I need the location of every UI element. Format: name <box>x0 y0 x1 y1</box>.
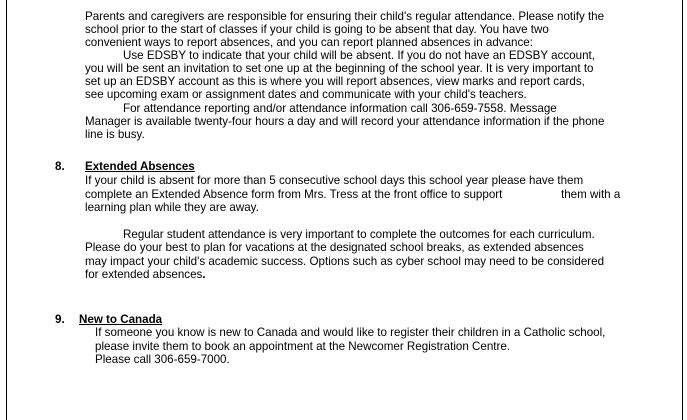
text-line: may impact your child's academic success. Options such as cyber school may need to be considered <box>85 255 605 268</box>
text-line: Parents and caregivers are responsible for ensuring their child's regular attendance. Please notify the <box>85 10 605 23</box>
section-number: 9. <box>55 313 65 326</box>
text-line: you will be sent an invitation to set one up at the beginning of the school year. It is very important to <box>85 62 594 75</box>
text-line: Use EDSBY to indicate that your child will be absent. If you do not have an EDSBY account, <box>123 49 595 62</box>
text-line: For attendance reporting and/or attendance information call 306-659-7558. Message <box>123 102 557 115</box>
section-heading: New to Canada <box>79 313 163 326</box>
text-fragment: . <box>202 268 206 281</box>
text-line: school prior to the start of classes if your child is going to be absent that day. You have two <box>85 23 549 36</box>
section-heading: Extended Absences <box>85 160 195 173</box>
section-number: 8. <box>55 160 65 173</box>
text-fragment: for extended absences <box>85 268 203 281</box>
text-line: line is busy. <box>85 128 145 141</box>
text-line: set up an EDSBY account as this is where you will report absences, view marks and report cards, <box>85 75 585 88</box>
text-line: convenient ways to report absences, and you can report planned absences in advance: <box>85 36 533 49</box>
text-line <box>85 269 206 281</box>
text-line: complete an Extended Absence form from Mrs. Tress at the front office to support <box>85 188 503 201</box>
text-line: see upcoming exam or assignment dates and communicate with your child's teachers. <box>85 88 527 101</box>
text-line: learning plan while they are away. <box>85 201 259 214</box>
text-line: Manager is available twenty-four hours a day and will record your attendance information if the phone <box>85 115 605 128</box>
text-line: Please do your best to plan for vacations at the designated school breaks, as extended absences <box>85 241 584 254</box>
text-line: If someone you know is new to Canada and would like to register their children in a Catholic school, <box>95 326 606 339</box>
text-line: If your child is absent for more than 5 consecutive school days this school year please have them <box>85 174 584 187</box>
text-line: Please call 306-659-7000. <box>95 353 230 366</box>
text-line: them with a <box>561 188 621 201</box>
text-line: please invite them to book an appointment at the Newcomer Registration Centre. <box>95 340 511 353</box>
text-line: Regular student attendance is very important to complete the outcomes for each curriculum. <box>123 228 595 241</box>
